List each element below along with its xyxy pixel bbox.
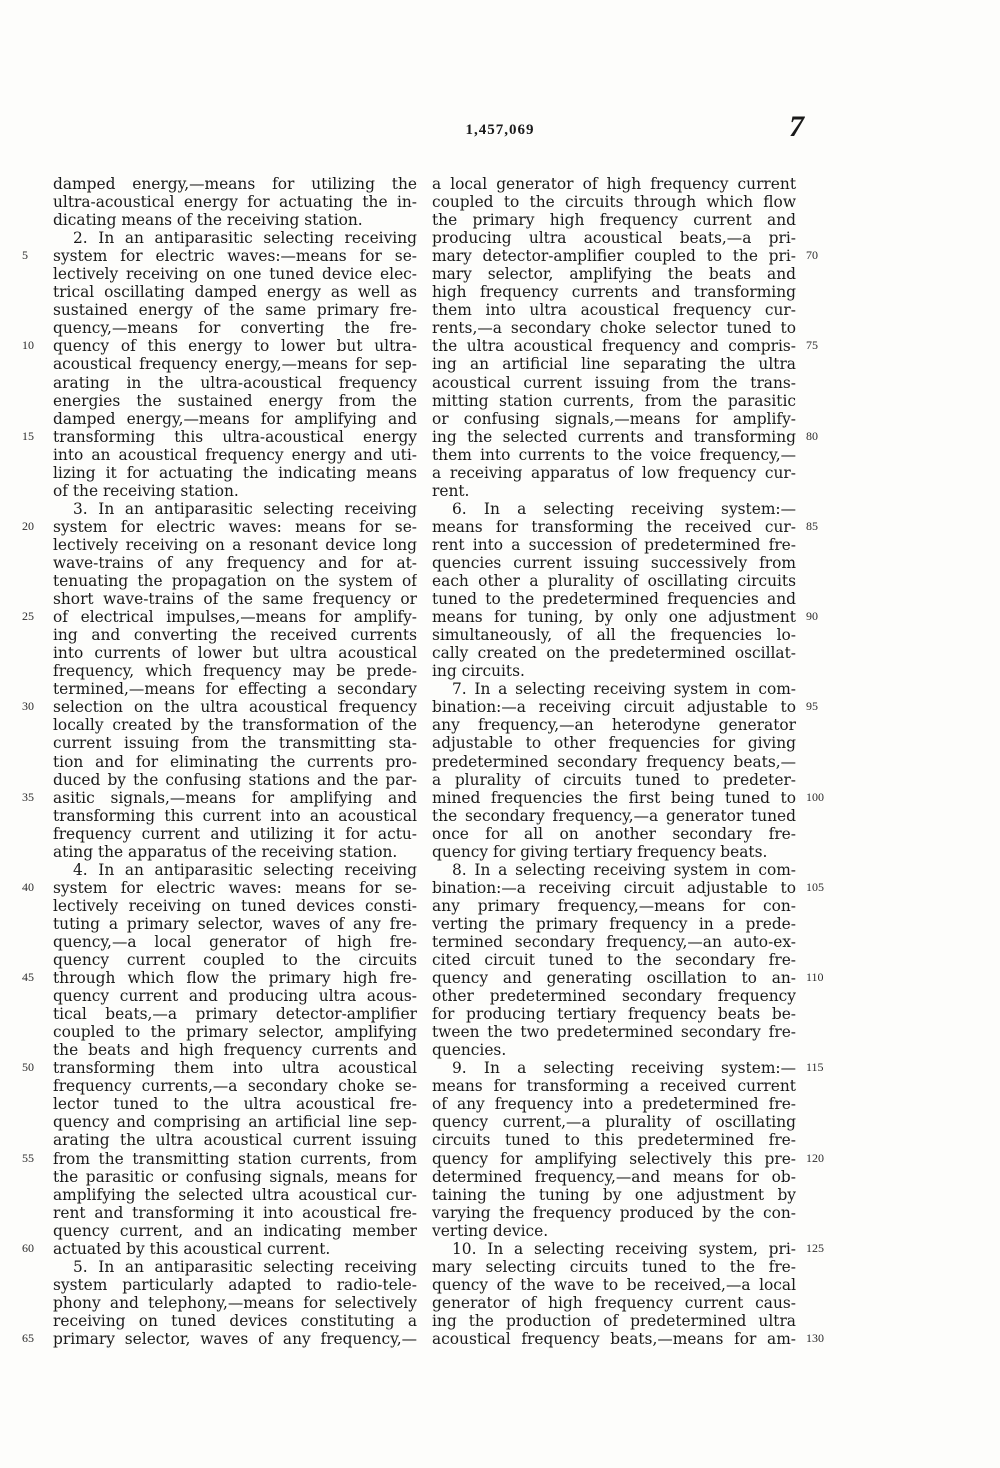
left-line: into currents of lower but ultra acoustical <box>53 644 417 663</box>
right-line: means for transforming a received current <box>432 1077 796 1096</box>
line-number: 130 <box>806 1331 824 1346</box>
left-line: actuated by this acoustical current. <box>53 1239 331 1258</box>
right-line: quency current,—a plurality of oscillating <box>432 1113 796 1132</box>
right-line: varying the frequency produced by the con- <box>432 1203 796 1222</box>
right-line: generator of high frequency current caus- <box>432 1293 796 1312</box>
left-line: system for electric waves: means for se- <box>53 878 417 897</box>
right-line: 6. In a selecting receiving system:— <box>452 499 796 518</box>
left-line: tuting a primary selector, waves of any fre- <box>53 914 417 933</box>
right-line: cally created on the predetermined oscillat- <box>432 644 796 663</box>
left-line: lectively receiving on a resonant device long <box>53 535 417 554</box>
right-line: the secondary frequency,—a generator tuned <box>432 806 796 825</box>
right-line: them into currents to the voice frequency,— <box>432 445 796 464</box>
line-number: 85 <box>806 518 818 533</box>
line-number: 30 <box>22 699 34 714</box>
right-line: predetermined secondary frequency beats,— <box>432 752 796 771</box>
right-line: adjustable to other frequencies for giving <box>432 734 796 753</box>
right-line: quency and generating oscillation to an- <box>432 969 796 988</box>
right-line: a local generator of high frequency current <box>432 175 796 193</box>
left-line: frequency currents,—a secondary choke se- <box>53 1077 417 1096</box>
right-line: of any frequency into a predetermined fre- <box>432 1095 796 1114</box>
left-line: lizing it for actuating the indicating means <box>53 463 417 482</box>
right-line: 9. In a selecting receiving system:— <box>452 1059 796 1078</box>
left-line: lector tuned to the ultra acoustical fre- <box>53 1095 417 1114</box>
line-number: 110 <box>806 970 824 985</box>
left-line: frequency current and utilizing it for actu- <box>53 824 417 843</box>
line-number: 120 <box>806 1150 824 1165</box>
left-line: energies the sustained energy from the <box>53 391 417 410</box>
line-number: 55 <box>22 1150 34 1165</box>
left-line: selection on the ultra acoustical frequency <box>53 698 417 717</box>
right-line: rents,—a secondary choke selector tuned to <box>432 319 796 338</box>
right-line: bination:—a receiving circuit adjustable to <box>432 698 796 717</box>
right-line: them into ultra acoustical frequency cur- <box>432 301 796 320</box>
right-line: quency of the wave to be received,—a local <box>432 1275 796 1294</box>
right-line: verting device. <box>432 1221 549 1240</box>
right-line: mary detector-amplifier coupled to the pri- <box>432 247 796 266</box>
left-line: 5. In an antiparasitic selecting receiving <box>73 1257 417 1276</box>
left-line: arating the ultra acoustical current issuing <box>53 1131 417 1150</box>
right-line: 10. In a selecting receiving system, pri- <box>452 1239 796 1258</box>
left-line: 3. In an antiparasitic selecting receiving <box>73 499 417 518</box>
left-line: transforming this current into an acoustical <box>53 806 417 825</box>
line-number: 80 <box>806 428 818 443</box>
right-line: means for transforming the received cur- <box>432 517 796 536</box>
left-line: system for electric waves: means for se- <box>53 517 417 536</box>
left-line: transforming this ultra-acoustical energy <box>53 427 417 446</box>
right-line: ing an artificial line separating the ultra <box>432 355 796 374</box>
right-line: ing the selected currents and transforming <box>432 427 796 446</box>
left-line: damped energy,—means for utilizing the <box>53 175 417 193</box>
right-line: means for tuning, by only one adjustment <box>432 608 796 627</box>
right-line: or confusing signals,—means for amplify- <box>432 409 796 428</box>
right-line: tween the two predetermined secondary fre- <box>432 1023 796 1042</box>
right-line: quency for giving tertiary frequency beats. <box>432 842 768 861</box>
right-line: other predetermined secondary frequency <box>432 987 796 1006</box>
left-line: wave-trains of any frequency and for at- <box>53 553 417 572</box>
line-number: 75 <box>806 338 818 353</box>
right-line: ing circuits. <box>432 662 525 681</box>
left-line: system particularly adapted to radio-tele- <box>53 1275 417 1294</box>
left-line: quency of this energy to lower but ultra- <box>53 337 417 356</box>
right-line: cited circuit tuned to the secondary fre- <box>432 951 796 970</box>
right-line: 7. In a selecting receiving system in com- <box>452 680 796 699</box>
right-line: a receiving apparatus of low frequency cur- <box>432 463 796 482</box>
left-line: damped energy,—means for amplifying and <box>53 409 417 428</box>
left-line: through which flow the primary high fre- <box>53 969 417 988</box>
left-line: 2. In an antiparasitic selecting receiving <box>73 229 417 248</box>
left-line: tion and for eliminating the currents pro- <box>53 752 417 771</box>
left-line: tenuating the propagation on the system of <box>53 572 417 591</box>
line-number: 115 <box>806 1060 824 1075</box>
left-line: ultra-acoustical energy for actuating the in- <box>53 193 417 212</box>
left-line: trical oscillating damped energy as well as <box>53 283 417 302</box>
right-line: verting the primary frequency in a prede- <box>432 914 796 933</box>
left-line: system for electric waves:—means for se- <box>53 247 417 266</box>
line-number: 15 <box>22 428 34 443</box>
right-line: the ultra acoustical frequency and compris- <box>432 337 796 356</box>
line-number: 70 <box>806 248 818 263</box>
right-line: quencies. <box>432 1041 507 1060</box>
left-line: lectively receiving on tuned devices consti- <box>53 896 417 915</box>
right-line: ing the production of predetermined ultra <box>432 1311 796 1330</box>
left-line: primary selector, waves of any frequency,— <box>53 1330 417 1348</box>
left-line: lectively receiving on one tuned device elec- <box>53 265 417 284</box>
page-number: 7 <box>789 110 804 143</box>
right-line: each other a plurality of oscillating circuits <box>432 572 796 591</box>
right-line: tuned to the predetermined frequencies and <box>432 590 796 609</box>
left-line: coupled to the primary selector, amplifying <box>53 1023 417 1042</box>
right-text-column <box>432 175 796 1348</box>
right-line: rent into a succession of predetermined fre- <box>432 535 796 554</box>
left-line: quency and comprising an artificial line sep- <box>53 1113 417 1132</box>
line-number: 105 <box>806 879 824 894</box>
line-number: 100 <box>806 789 824 804</box>
left-line: transforming them into ultra acoustical <box>53 1059 417 1078</box>
left-line: amplifying the selected ultra acoustical cur- <box>53 1185 417 1204</box>
left-text-column <box>53 175 417 1348</box>
right-line: determined frequency,—and means for ob- <box>432 1167 796 1186</box>
left-line: of the receiving station. <box>53 481 239 500</box>
left-line: quency,—means for converting the fre- <box>53 319 417 338</box>
right-line: taining the tuning by one adjustment by <box>432 1185 796 1204</box>
line-number: 35 <box>22 789 34 804</box>
left-line: of electrical impulses,—means for amplify- <box>53 608 417 627</box>
right-line: mitting station currents, from the parasitic <box>432 391 796 410</box>
left-line: asitic signals,—means for amplifying and <box>53 788 417 807</box>
line-number: 5 <box>22 248 28 263</box>
left-line: acoustical frequency energy,—means for sep- <box>53 355 417 374</box>
left-line: sustained energy of the same primary fre- <box>53 301 417 320</box>
right-line: circuits tuned to this predetermined fre- <box>432 1131 796 1150</box>
left-line: quency current coupled to the circuits <box>53 951 417 970</box>
left-line: receiving on tuned devices constituting a <box>53 1311 417 1330</box>
right-line: coupled to the circuits through which flow <box>432 193 796 212</box>
left-line: ating the apparatus of the receiving station. <box>53 842 398 861</box>
right-line: mined frequencies the first being tuned to <box>432 788 796 807</box>
right-line: 8. In a selecting receiving system in com- <box>452 860 796 879</box>
right-line: termined secondary frequency,—an auto-ex- <box>432 932 796 951</box>
left-line: the beats and high frequency currents and <box>53 1041 417 1060</box>
left-line: short wave-trains of the same frequency or <box>53 590 417 609</box>
patent-number: 1,457,069 <box>465 122 535 138</box>
left-line: the parasitic or confusing signals, means for <box>53 1167 417 1186</box>
right-line: bination:—a receiving circuit adjustable to <box>432 878 796 897</box>
line-number: 95 <box>806 699 818 714</box>
left-line: dicating means of the receiving station. <box>53 211 363 230</box>
line-number: 60 <box>22 1240 34 1255</box>
right-line: quencies current issuing successively from <box>432 553 796 572</box>
right-line: simultaneously, of all the frequencies lo- <box>432 626 796 645</box>
right-line: for producing tertiary frequency beats be- <box>432 1005 796 1024</box>
right-line: quency for amplifying selectively this pre- <box>432 1149 796 1168</box>
line-number: 40 <box>22 879 34 894</box>
right-line: producing ultra acoustical beats,—a pri- <box>432 229 796 248</box>
left-line: duced by the confusing stations and the par- <box>53 770 417 789</box>
left-line: quency,—a local generator of high fre- <box>53 932 417 951</box>
line-number: 125 <box>806 1240 824 1255</box>
left-line: termined,—means for effecting a secondary <box>53 680 417 699</box>
right-line: rent. <box>432 481 470 500</box>
right-line: mary selector, amplifying the beats and <box>432 265 796 284</box>
left-line: phony and telephony,—means for selectively <box>53 1293 417 1312</box>
left-line: quency current and producing ultra acous- <box>53 987 417 1006</box>
left-line: frequency, which frequency may be prede- <box>53 662 417 681</box>
line-number: 90 <box>806 609 818 624</box>
left-line: arating in the ultra-acoustical frequency <box>53 373 417 392</box>
left-line: into an acoustical frequency energy and uti- <box>53 445 417 464</box>
left-line: from the transmitting station currents, from <box>53 1149 417 1168</box>
line-number: 65 <box>22 1331 34 1346</box>
right-line: high frequency currents and transforming <box>432 283 796 302</box>
right-line: the primary high frequency current and <box>432 211 796 230</box>
right-line: acoustical frequency beats,—means for am- <box>432 1330 796 1348</box>
line-number: 25 <box>22 609 34 624</box>
left-line: rent and transforming it into acoustical fre- <box>53 1203 417 1222</box>
line-number: 10 <box>22 338 34 353</box>
line-number: 45 <box>22 970 34 985</box>
right-line: a plurality of circuits tuned to predeter- <box>432 770 796 789</box>
line-number: 50 <box>22 1060 34 1075</box>
right-line: acoustical current issuing from the trans- <box>432 373 796 392</box>
left-line: ing and converting the received currents <box>53 626 417 645</box>
right-line: mary selecting circuits tuned to the fre- <box>432 1257 796 1276</box>
right-line: any frequency,—an heterodyne generator <box>432 716 796 735</box>
left-line: 4. In an antiparasitic selecting receiving <box>73 860 417 879</box>
left-line: tical beats,—a primary detector-amplifier <box>53 1005 417 1024</box>
right-line: once for all on another secondary fre- <box>432 824 796 843</box>
left-line: locally created by the transformation of the <box>53 716 417 735</box>
left-line: quency current, and an indicating member <box>53 1221 417 1240</box>
left-line: current issuing from the transmitting sta- <box>53 734 417 753</box>
right-line: any primary frequency,—means for con- <box>432 896 796 915</box>
line-number: 20 <box>22 518 34 533</box>
